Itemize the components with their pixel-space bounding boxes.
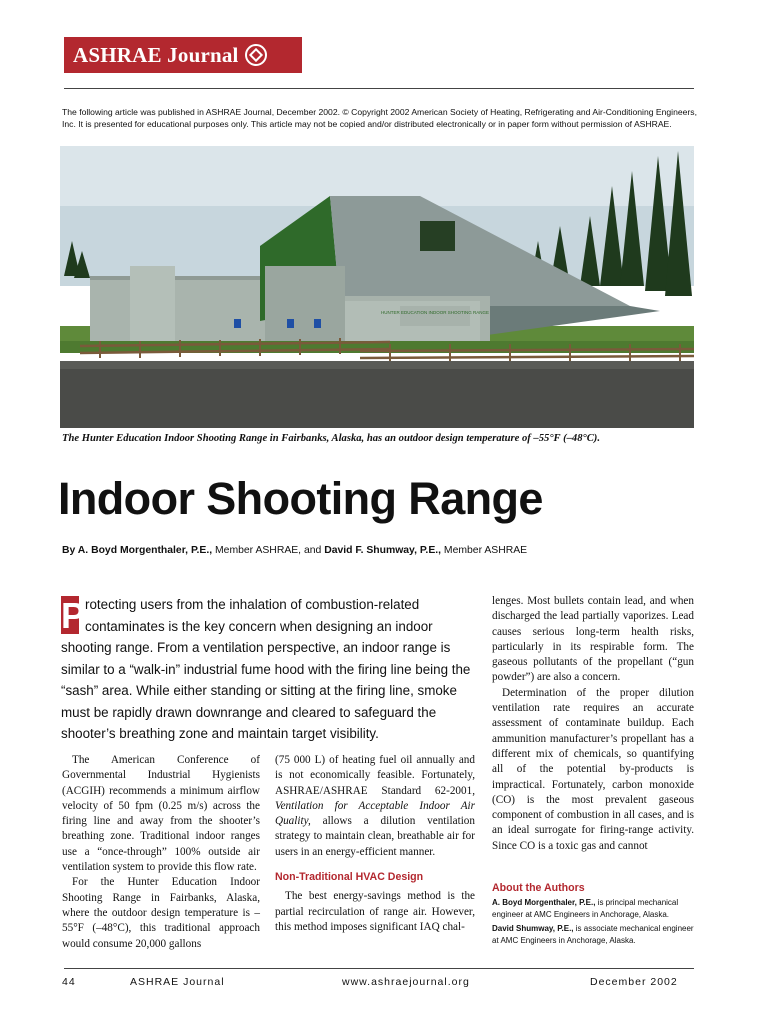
author-1-bio-text: is principal mechanical engineer at AMC Engineers in Anchorage, Alaska.	[492, 898, 679, 919]
lead-text: rotecting users from the inhalation of combustion-related contaminates is the key concern when designing an indoor shooting range. From a ventilation perspective, an indoor range is similar to a “walk-in” industrial fume hood with the firing line being the “sash” area. While either standing or sitting at the firing line, smoke must be rapidly drawn downrange and cleared to safeguard the shooter’s breathing zone and maintain target visibility.	[61, 597, 471, 741]
author-2-bio-name: David Shumway, P.E.,	[492, 924, 574, 933]
author-2: David F. Shumway, P.E.,	[324, 545, 442, 556]
col3-paragraph-1: lenges. Most bullets contain lead, and when discharged the lead partially vaporizes. Lead causes serious long-term health risks, particularly in its respirable form. The gaseous pollutants of the propellant (“gun powder”) are also a concern.	[492, 595, 694, 684]
photo-caption: The Hunter Education Indoor Shooting Range in Fairbanks, Alaska, has an outdoor design temperature of –55°F (–48°C).	[62, 433, 600, 444]
standard-title: Ventilation for Acceptable Indoor Air Quality,	[275, 799, 475, 828]
col2-paragraph-2: The best energy-savings method is the partial recirculation of range air. However, this method imposes significant IAQ chal-	[275, 890, 475, 933]
author-2-membership: Member ASHRAE	[441, 545, 528, 556]
building-sign-text: HUNTER EDUCATION INDOOR SHOOTING RANGE	[381, 310, 489, 315]
lead-paragraph	[61, 594, 476, 745]
author-1-bio	[492, 897, 696, 921]
col1-paragraph-2: For the Hunter Education Indoor Shooting Range in Fairbanks, Alaska, where the outdoor design temperature is –55°F (–48°C), this traditional approach would consume 20,000 gallons	[62, 876, 260, 950]
col2-paragraph-1	[275, 753, 475, 860]
footer-url: www.ashraejournal.org	[342, 976, 470, 988]
ashrae-logo-icon	[245, 44, 267, 66]
col1-paragraph-1: The American Conference of Governmental Industrial Hygienists (ACGIH) recommends a minimum airflow velocity of 50 fpm (0.25 m/s) across the firing line and away from the shooter’s breathing zone. Traditional indoor ranges use a “once-through” 100% outside air ventilation system to provide this flow rate.	[62, 754, 260, 874]
col2-text-a: (75 000 L) of heating fuel oil annually and is not economically feasible. Fortunately, ASHRAE/ASHRAE Standard 62-2001,	[275, 754, 475, 797]
col2-text-b: allows a dilution ventilation strategy to maintain clean, breathable air for users in an energy-efficient manner.	[275, 815, 475, 858]
column-2	[275, 753, 475, 935]
page-number: 44	[62, 976, 76, 988]
building-photo	[60, 146, 694, 428]
header-rule	[64, 88, 694, 89]
footer-rule	[64, 968, 694, 969]
masthead-title: ASHRAE Journal	[73, 42, 239, 67]
footer-journal: ASHRAE Journal	[130, 976, 225, 988]
masthead	[64, 37, 302, 73]
about-heading: About the Authors	[492, 882, 585, 894]
author-2-bio	[492, 923, 696, 947]
footer-date: December 2002	[590, 976, 678, 988]
article-title: Indoor Shooting Range	[58, 473, 543, 524]
byline-prefix: By	[62, 545, 78, 556]
drop-cap: P	[61, 595, 86, 636]
column-3	[492, 594, 694, 854]
subheading: Non-Traditional HVAC Design	[275, 871, 424, 884]
author-2-bio-text: is associate mechanical engineer at AMC Engineers in Anchorage, Alaska.	[492, 924, 694, 945]
column-1	[62, 753, 260, 952]
about-authors	[492, 882, 696, 949]
author-1-bio-name: A. Boyd Morgenthaler, P.E.,	[492, 898, 596, 907]
copyright-notice: The following article was published in ASHRAE Journal, December 2002. © Copyright 2002 American Society of Heating, Refrigerating and Air-Conditioning Engineers, Inc. It is presented for educational purposes only. This article may not be copied and/or distributed electronically or in paper form without permission of ASHRAE.	[62, 107, 697, 130]
author-1: A. Boyd Morgenthaler, P.E.,	[77, 545, 213, 556]
byline	[62, 545, 527, 556]
author-1-membership: Member ASHRAE, and	[212, 545, 325, 556]
col3-paragraph-2: Determination of the proper dilution ventilation rate requires an accurate assessment of contaminate buildup. Each ammunition manufacturer’s propellant has a different mix of chemicals, so quantifying all of the potential by-products is impractical. Fortunately, carbon monoxide (CO) is the most prevalent gaseous component of combustion in all cases, and is an ideal surrogate for firing-range activity. Since CO is a toxic gas and cannot	[492, 686, 694, 852]
